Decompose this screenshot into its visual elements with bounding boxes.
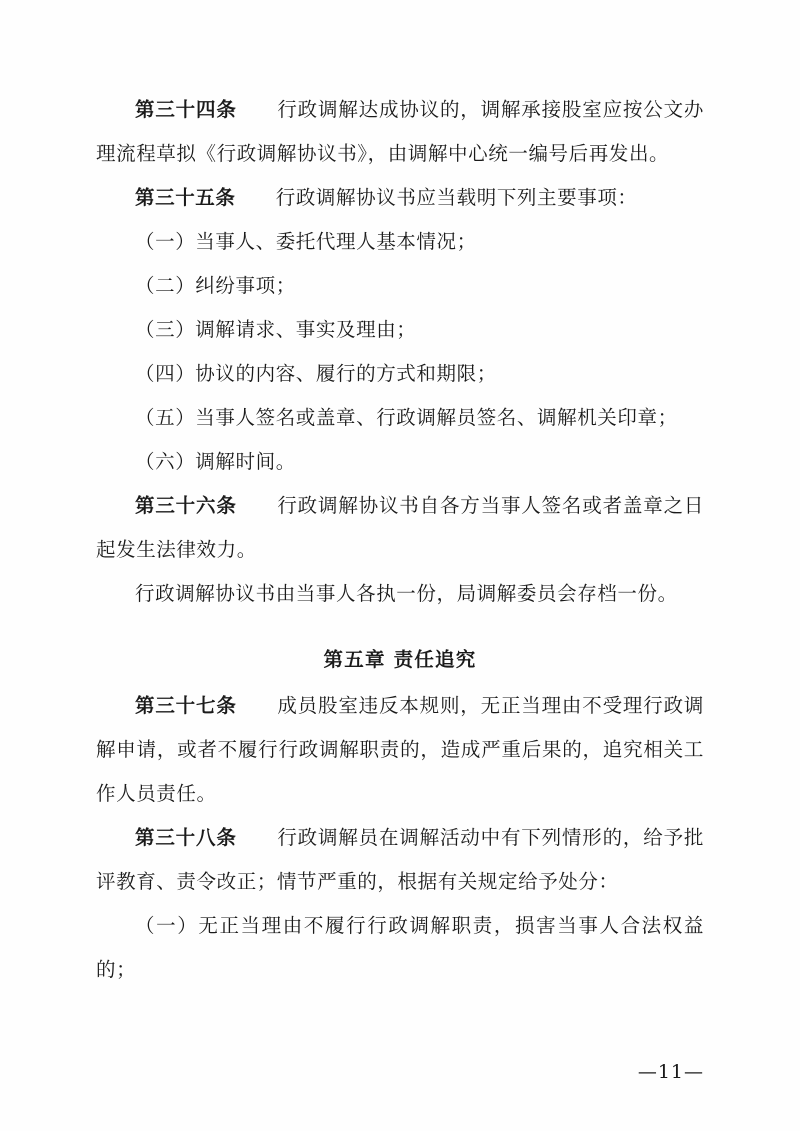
article-gap-38: [237, 826, 278, 849]
paragraph-article-36-continued: 行政调解协议书由当事人各执一份，局调解委员会存档一份。: [135, 582, 678, 605]
article-text-38: 行政调解员在调解活动中有下列情形的，给予批评教育、责令改正；情节严重的，根据有关规定给予处分：: [96, 826, 705, 893]
article-heading-38: 第三十八条: [135, 826, 237, 849]
paragraph-article-37: [96, 684, 704, 816]
article-gap-34: [237, 98, 278, 121]
article-text-34: 行政调解达成协议的，调解承接股室应按公文办理流程草拟《行政调解协议书》，由调解中心统一编号后再发出。: [96, 98, 705, 165]
article-gap-36: [237, 494, 278, 517]
paragraph-article-35: [96, 176, 704, 220]
article-text-36: 行政调解协议书自各方当事人签名或者盖章之日起发生法律效力。: [96, 494, 705, 561]
paragraph-article-34: [96, 88, 704, 176]
article-38-list-item-1: （一）无正当理由不履行行政调解职责，损害当事人合法权益的；: [96, 914, 704, 981]
article-text-35: 行政调解协议书应当载明下列主要事项：: [275, 186, 638, 209]
list-item-5: （五）当事人签名或盖章、行政调解员签名、调解机关印章；: [135, 406, 678, 429]
paragraph-article-36: [96, 484, 704, 572]
article-gap-35: [236, 186, 276, 209]
paragraph-article-38: [96, 816, 704, 904]
document-body: [96, 88, 704, 992]
list-item-6: （六）调解时间。: [135, 450, 296, 473]
list-item-4: （四）协议的内容、履行的方式和期限；: [135, 362, 497, 385]
article-heading-37: 第三十七条: [135, 694, 237, 717]
article-heading-35: 第三十五条: [135, 186, 236, 209]
article-text-37: 成员股室违反本规则，无正当理由不受理行政调解申请，或者不履行行政调解职责的，造成严重后果的，追究相关工作人员责任。: [96, 694, 705, 805]
chapter-title-5: 第五章 责任追究: [323, 648, 477, 671]
article-heading-34: 第三十四条: [135, 98, 237, 121]
article-gap-37: [237, 694, 278, 717]
page-number: —11—: [637, 1061, 704, 1083]
article-heading-36: 第三十六条: [135, 494, 237, 517]
list-item-2: （二）纠纷事项；: [135, 274, 296, 297]
list-item-3: （三）调解请求、事实及理由；: [135, 318, 417, 341]
list-item-1: （一）当事人、委托代理人基本情况；: [135, 230, 477, 253]
section-spacer: [96, 616, 704, 620]
